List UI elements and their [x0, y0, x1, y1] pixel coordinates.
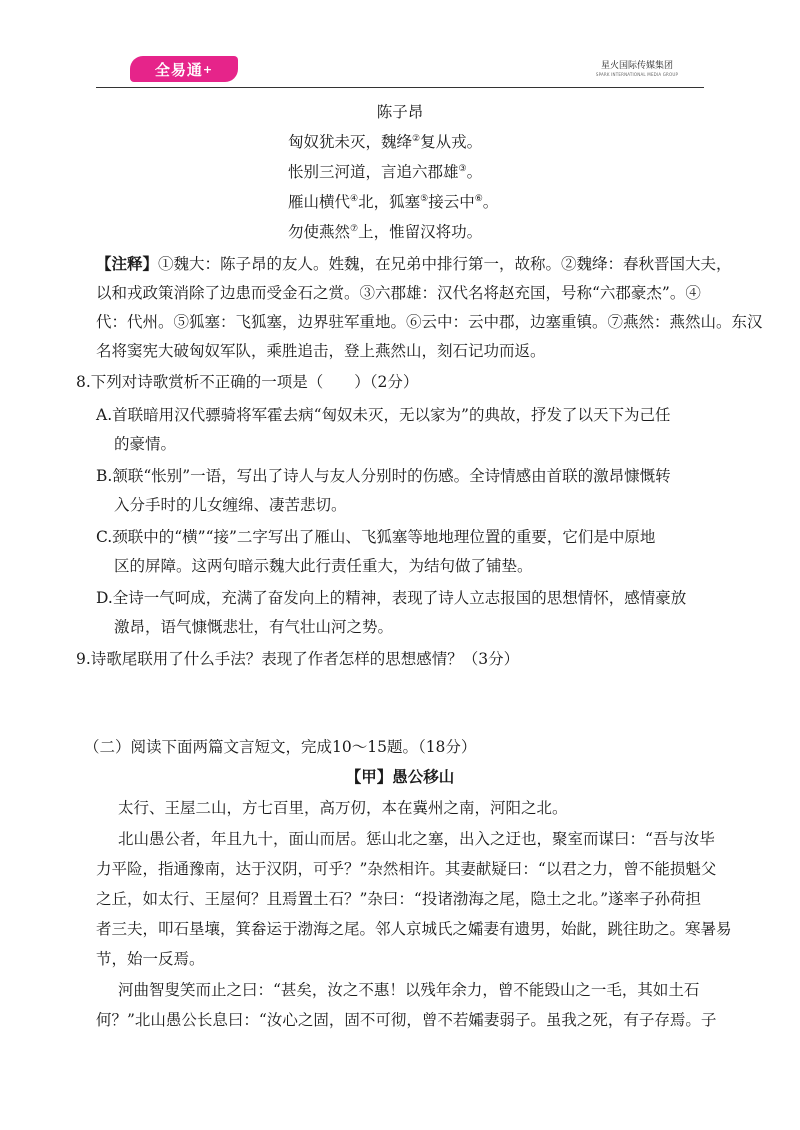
section-2-heading: （二）阅读下面两篇文言短文，完成10～15题。（18分） — [84, 738, 477, 756]
header-divider — [96, 87, 704, 88]
passage-title: 【甲】愚公移山 — [345, 768, 455, 786]
poem-line: 怅别三河道，言追六郡雄③。 — [288, 163, 483, 181]
passage-line: 河曲智叟笑而止之曰：“甚矣，汝之不惠！以残年余力，曾不能毁山之一毛，其如土石 — [118, 981, 700, 999]
passage-line: 力平险，指通豫南，达于汉阴，可乎？”杂然相许。其妻献疑曰：“以君之力，曾不能损魁父 — [96, 860, 717, 878]
notes-line: 名将窦宪大破匈奴军队，乘胜追击，登上燕然山，刻石记功而返。 — [96, 342, 546, 360]
plus-icon: + — [202, 62, 214, 76]
notes-label: 【注释】 — [96, 255, 159, 273]
poem-line: 匈奴犹未灭，魏绛②复从戎。 — [288, 133, 483, 151]
poem-line: 雁山横代④北，狐塞⑤接云中⑥。 — [288, 193, 499, 211]
option-d-cont: 激昂，语气慷慨悲壮，有气壮山河之势。 — [114, 618, 394, 636]
option-b-cont: 入分手时的儿女缠绵、凄苦悲切。 — [114, 496, 347, 514]
option-c: C.颈联中的“横”“接”二字写出了雁山、飞狐塞等地地理位置的重要，它们是中原地 — [96, 528, 656, 546]
option-a: A.首联暗用汉代骠骑将军霍去病“匈奴未灭，无以家为”的典故，抒发了以天下为己任 — [96, 406, 671, 424]
notes-line: 【注释】①魏大：陈子昂的友人。姓魏，在兄弟中排行第一，故称。②魏绛：春秋晋国大夫， — [96, 255, 732, 273]
brand-name: 星火国际传媒集团 — [600, 61, 673, 71]
passage-line: 之丘，如太行、王屋何？且焉置土石？”杂曰：“投诸渤海之尾，隐土之北。”遂率子孙荷担 — [96, 890, 702, 908]
option-d: D.全诗一气呵成，充满了奋发向上的精神，表现了诗人立志报国的思想情怀，感情豪放 — [96, 589, 687, 607]
notes-line: 代：代州。⑤狐塞：飞狐塞，边界驻军重地。⑥云中：云中郡，边塞重镇。⑦燕然：燕然山。东汉 — [96, 313, 763, 331]
passage-line: 何？”北山愚公长息曰：“汝心之固，固不可彻，曾不若孀妻弱子。虽我之死，有子存焉。子 — [96, 1011, 717, 1029]
notes-line: 以和戎政策消除了边患而受金石之赏。③六郡雄：汉代名将赵充国，号称“六郡豪杰”。④ — [96, 284, 701, 302]
publisher-brand — [582, 58, 692, 77]
option-b: B.颔联“怅别”一语，写出了诗人与友人分别时的伤感。全诗情感由首联的激昂慷慨转 — [96, 467, 671, 485]
quanyitong-logo — [130, 56, 238, 82]
passage-line: 者三夫，叩石垦壤，箕畚运于渤海之尾。邻人京城氏之孀妻有遗男，始龀，跳往助之。寒暑易 — [96, 920, 732, 938]
question-9-stem: 9.诗歌尾联用了什么手法？表现了作者怎样的思想感情？（3分） — [76, 650, 520, 668]
page-header — [0, 0, 800, 90]
passage-line: 太行、王屋二山，方七百里，高万仞，本在冀州之南，河阳之北。 — [118, 799, 568, 817]
option-a-cont: 的豪情。 — [114, 435, 177, 453]
logo-text: 全易通 — [154, 60, 203, 79]
question-8-stem: 8.下列对诗歌赏析不正确的一项是（ ）（2分） — [76, 373, 419, 391]
passage-line: 北山愚公者，年且九十，面山而居。惩山北之塞，出入之迂也，聚室而谋曰：“吾与汝毕 — [118, 830, 715, 848]
poem-author: 陈子昂 — [376, 103, 424, 121]
passage-line: 节，始一反焉。 — [96, 950, 205, 968]
option-c-cont: 区的屏障。这两句暗示魏大此行责任重大，为结句做了铺垫。 — [114, 557, 533, 575]
brand-subtitle: SPARK INTERNATIONAL MEDIA GROUP — [595, 72, 679, 77]
poem-line: 勿使燕然⑦上，惟留汉将功。 — [288, 223, 483, 241]
